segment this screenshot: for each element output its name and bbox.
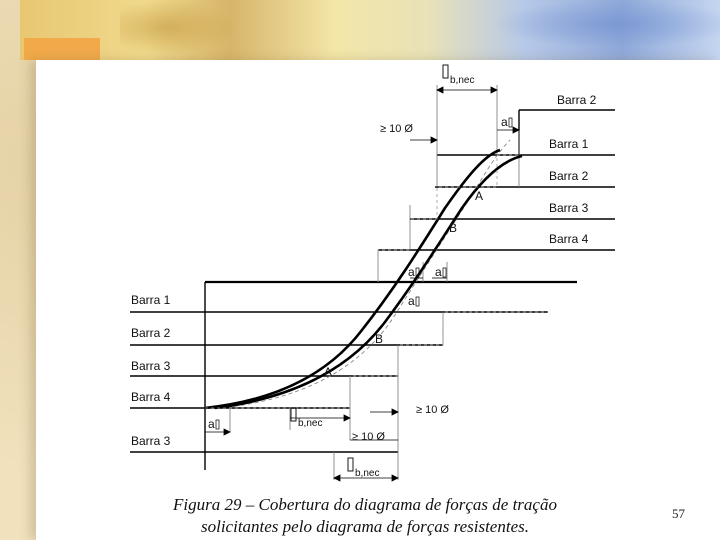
lbnec-text: b,nec bbox=[298, 418, 323, 429]
step-diagram-bottom bbox=[205, 312, 548, 408]
lbnec-text: b,nec bbox=[450, 75, 475, 86]
bar-label: Barra 1 bbox=[549, 137, 589, 151]
arrow-head bbox=[431, 137, 437, 143]
bar-label: Barra 2 bbox=[557, 93, 597, 107]
ell-symbol-box bbox=[216, 420, 219, 429]
bar-label: Barra 4 bbox=[549, 232, 589, 246]
ell-symbol-box bbox=[291, 408, 296, 421]
bar-label: Barra 3 bbox=[131, 359, 171, 373]
arrow-head bbox=[224, 429, 230, 435]
point-labels bbox=[324, 189, 483, 379]
spacing-label: ≥ 10 Ø bbox=[380, 123, 413, 135]
bar-label: Barra 3 bbox=[549, 201, 589, 215]
ell-symbol-box bbox=[443, 268, 446, 277]
al-labels bbox=[208, 115, 512, 431]
page-number: 57 bbox=[672, 506, 685, 521]
arrow-head bbox=[437, 87, 443, 93]
ell-symbol-box bbox=[416, 297, 419, 306]
lbnec-label-bottom bbox=[348, 458, 379, 479]
arrow-head bbox=[334, 475, 340, 481]
arrow-head bbox=[392, 409, 398, 415]
arrow-head bbox=[344, 415, 350, 421]
bar-label: Barra 2 bbox=[131, 326, 171, 340]
bar-label: Barra 4 bbox=[131, 390, 171, 404]
caption-line-1: Figura 29 – Cobertura do diagrama de forças de tração bbox=[173, 495, 557, 514]
point-a-label: A bbox=[324, 365, 333, 379]
point-a-label: A bbox=[475, 189, 484, 203]
top-reference-lines bbox=[378, 85, 519, 282]
bar-label: Barra 3 bbox=[131, 434, 171, 448]
al-label: a bbox=[435, 265, 442, 279]
lbnec-text: b,nec bbox=[355, 468, 380, 479]
lbnec-label-top bbox=[443, 65, 474, 86]
spacing-label: ≥ 10 Ø bbox=[352, 431, 385, 443]
point-b-label: B bbox=[449, 221, 458, 235]
caption-line-2: solicitantes pelo diagrama de forças resistentes. bbox=[200, 517, 529, 536]
arrow-head bbox=[513, 127, 519, 133]
bottom-bar-labels bbox=[131, 293, 171, 448]
al-label: a bbox=[501, 115, 508, 129]
force-curve-inner bbox=[205, 150, 500, 408]
bar-label: Barra 1 bbox=[131, 293, 171, 307]
bottom-bars bbox=[130, 312, 548, 452]
ell-symbol-box bbox=[348, 458, 353, 471]
lbnec-label-middle bbox=[291, 408, 322, 429]
arrow-head bbox=[392, 475, 398, 481]
top-bar-labels bbox=[549, 93, 597, 246]
spacing-label: ≥ 10 Ø bbox=[416, 404, 449, 416]
bar-label: Barra 2 bbox=[549, 169, 589, 183]
al-label: a bbox=[408, 294, 415, 308]
arrow-head bbox=[491, 87, 497, 93]
al-label: a bbox=[208, 417, 215, 431]
al-label: a bbox=[408, 265, 415, 279]
point-b-label: B bbox=[375, 332, 384, 346]
figure-caption bbox=[120, 494, 610, 538]
ell-symbol-box bbox=[509, 118, 512, 127]
ell-symbol-box bbox=[443, 65, 448, 78]
